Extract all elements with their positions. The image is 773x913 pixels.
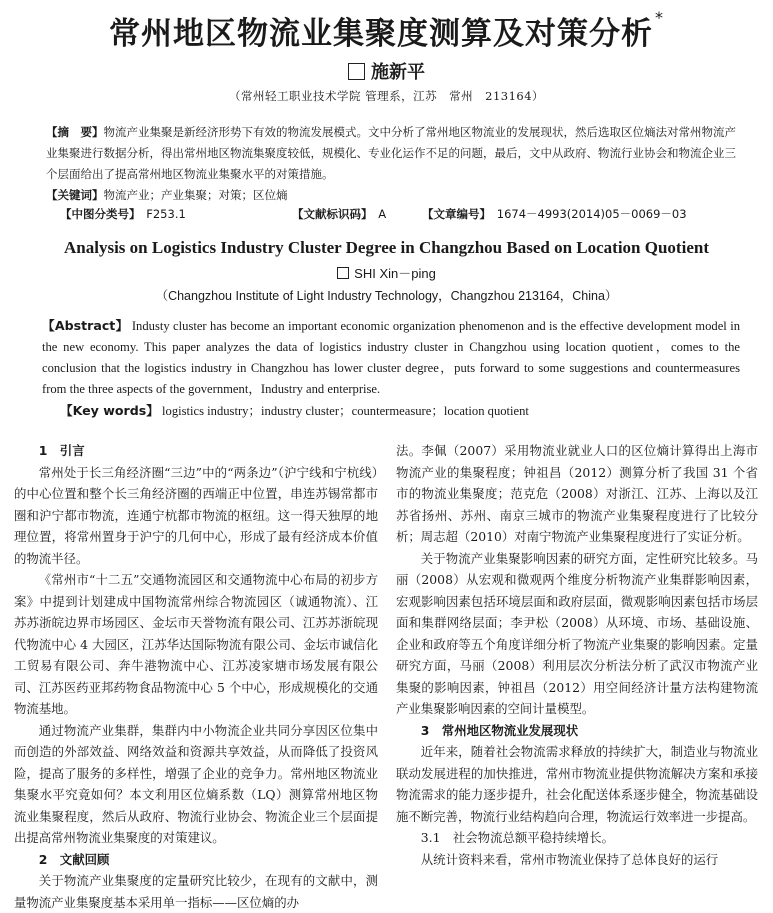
subsection-heading: 3.1 社会物流总额平稳持续增长。 (420, 830, 614, 845)
english-author: SHI Xin－ping (354, 266, 436, 281)
checkbox-square-icon (337, 267, 349, 279)
doc-code: 【文献标识码】 A (292, 207, 387, 221)
keywords-cn-label: 【关键词】 (46, 188, 104, 202)
english-affiliation: （Changzhou Institute of Light Industry Technology，Changzhou 213164，China） (155, 289, 618, 303)
left-column (14, 440, 378, 913)
paragraph: 近年来，随着社会物流需求释放的持续扩大，制造业与物流业联动发展进程的加快推进，常州市物流业提供物流解决方案和承接物流需求的能力逐步提升，社会化配送体系逐步健全，物流基础设施不断完善，物流行业结构趋向合理，物流运行效率进一步提高。 (396, 744, 758, 824)
section-heading: 2 文献回顾 (38, 851, 110, 867)
english-author-line (0, 263, 773, 282)
affiliation: （常州轻工职业技术学院 管理系，江苏 常州 213164） (228, 89, 545, 103)
keywords-en-text: logistics industry；industry cluster；countermeasure；location quotient (158, 404, 529, 418)
keywords-en-label: 【Key words】 (60, 403, 159, 418)
paragraph: 常州处于长三角经济圈“三边”中的“两条边”（沪宁线和宁杭线）的中心位置和整个长三角经济圈的西端正中位置，串连苏锡常都市圈和沪宁都市物流，连通宁杭都市物流的枢纽。这一得天独厚的地理位置，将常州置身于沪宁的几何中心，形成了最有经济成本价值的物流半径。 (14, 464, 378, 566)
paragraph: 法。李佩（2007）采用物流业就业人口的区位熵计算得出上海市物流产业的集聚程度；钟祖昌（2012）测算分析了我国 31 个省市的物流业集聚度；范克危（2008）对浙江、江苏、上海以及江苏省扬州、苏州、南京三城市的物流产业集聚程度进行了比较分析；周志超（2010）对南宁物流产业集聚程度进行了实证分析。 (396, 443, 758, 544)
english-title: Analysis on Logistics Industry Cluster Degree in Changzhou Based on Location Quotient (64, 238, 709, 257)
author-line (0, 58, 773, 84)
abstract-cn-text: 物流产业集聚是新经济形势下有效的物流发展模式。文中分析了常州地区物流业的发展现状，然后选取区位熵法对常州物流产业集聚进行数据分析，得出常州地区物流集聚度较低，规模化、专业化运作不足的问题，最后，文中从政府、物流行业协会和物流企业三个层面给出了提高常州地区物流业集聚水平的对策措施。 (46, 125, 736, 181)
abstract-en-text: Industy cluster has become an important economic organization phenomenon and is the effective development model in the new economy. This paper analyzes the data of logistics industry cluster in Changzhou using location quotient，comes to the conclusion that the logistics industry in Changzhou has lower cluster degree，puts forward to some suggestions and countermeasures from the three aspects of the government，Industry and enterprise. (42, 319, 740, 396)
paragraph: 关于物流产业集聚影响因素的研究方面，定性研究比较多。马丽（2008）从宏观和微观两个维度分析物流产业集群影响因素，宏观影响因素包括环境层面和政府层面，微观影响因素包括市场层面和集群网络层面；李尹松（2008）从环境、市场、基础设施、企业和政府等五个角度详细分析了物流产业集聚的影响因素。定量研究方面，马丽（2008）利用层次分析法分析了武汉市物流产业集聚的影响因素，钟祖昌（2012）用空间经济计量方法构建物流产业集聚影响因素的空间计量模型。 (396, 550, 758, 716)
paragraph: 通过物流产业集群，集群内中小物流企业共同分享因区位集中而创造的外部效益、网络效益和资源共享效益，从而降低了投资风险，提高了服务的多样性，增强了企业的竞争力。常州地区物流业集聚水平究竟如何？本文利用区位熵系数（LQ）测算常州地区物流业集聚程度，然后从政府、物流行业协会、物流企业三个层面提出提高常州物流业集聚度的对策建议。 (14, 722, 378, 845)
paragraph: 关于物流产业集聚度的定量研究比较少，在现有的文献中，测量物流产业集聚度基本采用单一指标——区位熵的办 (14, 873, 378, 910)
clc: 【中图分类号】 F253.1 (60, 207, 186, 221)
checkbox-square-icon (348, 63, 365, 80)
abstract-en (42, 315, 740, 400)
article-number: 【文章编号】 1674－4993(2014)05－0069－03 (422, 207, 687, 221)
section-heading: 1 引言 (38, 443, 85, 458)
abstract-cn (46, 122, 736, 206)
paragraph: 从统计资料来看，常州市物流业保持了总体良好的运行 (420, 851, 719, 867)
keywords-en (60, 400, 740, 419)
right-column (396, 440, 758, 870)
title-footnote-mark: * (655, 8, 664, 27)
paragraph: 《常州市“十二五”交通物流园区和交通物流中心布局的初步方案》中提到计划建成中国物流常州综合物流园区（诚通物流）、江苏苏浙皖边界市场园区、金坛市天誉物流有限公司、江苏苏浙皖现代物流中心 4 大园区，江苏华达国际物流有限公司、金坛市诚信化工贸易有限公司、奔牛港物流中心、江苏凌家塘市场发展有限公司、江苏医药亚邦药物食品物流中心 5 个中心，形成规模化的交通物流基地。 (14, 572, 378, 716)
paper-title: 常州地区物流业集聚度测算及对策分析 * (109, 8, 664, 52)
abstract-cn-label: 【摘 要】 (46, 125, 104, 139)
author-name: 施新平 (371, 62, 425, 83)
keywords-cn-text: 物流产业；产业集聚；对策；区位熵 (103, 188, 288, 202)
section-heading: 3 常州地区物流业发展现状 (420, 722, 579, 738)
abstract-en-label: 【Abstract】 (42, 318, 129, 333)
